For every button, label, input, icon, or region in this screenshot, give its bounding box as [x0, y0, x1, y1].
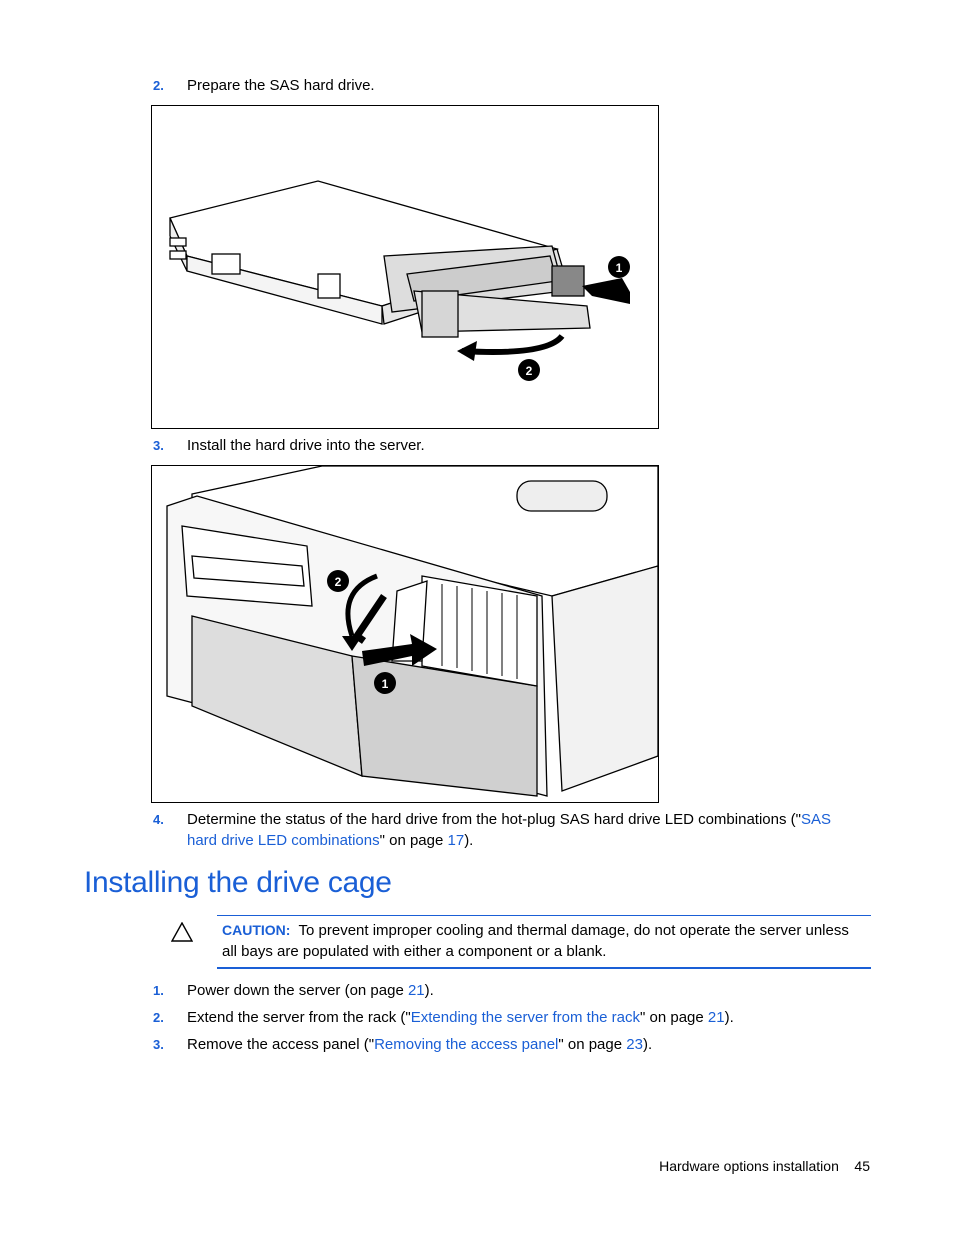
figure-prepare-sas-drive	[151, 105, 659, 429]
step-number: 3.	[153, 438, 164, 453]
section-title: Installing the drive cage	[84, 866, 392, 899]
led-combinations-link-cont[interactable]: hard drive LED combinations	[187, 832, 380, 849]
page-footer	[659, 1158, 870, 1174]
step-text	[187, 809, 831, 851]
step-text: Prepare the SAS hard drive.	[187, 77, 375, 94]
step-text	[187, 1007, 734, 1028]
step-text-prefix: Extend the server from the rack ("	[187, 1009, 411, 1026]
step-number: 4.	[153, 812, 164, 827]
removing-access-panel-link[interactable]: Removing the access panel	[374, 1036, 559, 1053]
step-text-prefix: Power down the server (on page	[187, 982, 408, 999]
step-text	[187, 1034, 652, 1055]
extending-server-link[interactable]: Extending the server from the rack	[410, 1009, 641, 1026]
figure-install-drive-in-server	[151, 465, 659, 803]
step-text-mid: " on page	[558, 1036, 627, 1053]
step-number: 2.	[153, 78, 164, 93]
callout-2-label: 2	[334, 575, 342, 589]
step-text-suffix: ).	[724, 1009, 734, 1026]
footer-page-number: 45	[854, 1158, 870, 1174]
step-text-suffix: ).	[424, 982, 434, 999]
hard-drive-illustration	[152, 106, 658, 428]
page-link-21[interactable]: 21	[707, 1009, 725, 1026]
page-link-23[interactable]: 23	[626, 1036, 643, 1053]
caution-triangle-icon	[171, 922, 193, 942]
step-text-suffix: ).	[642, 1036, 653, 1053]
step-number: 2.	[153, 1010, 164, 1025]
callout-1-label: 1	[381, 677, 389, 691]
page-link-17[interactable]: 17	[447, 832, 465, 849]
caution-line-1: To prevent improper cooling and thermal damage, do not operate the server unless	[298, 922, 849, 939]
step-number: 3.	[153, 1037, 164, 1052]
page-link-21[interactable]: 21	[407, 982, 425, 999]
step-text-prefix: Remove the access panel ("	[187, 1036, 375, 1053]
step-text: Install the hard drive into the server.	[187, 437, 425, 454]
callout-2-label: 2	[525, 364, 533, 378]
caution-line-2: all bays are populated with either a component or a blank.	[222, 943, 607, 960]
caution-text	[222, 920, 867, 962]
caution-box	[217, 915, 871, 969]
step-text-mid: " on page	[379, 832, 448, 849]
callout-1-label: 1	[615, 261, 623, 275]
step-text	[187, 980, 434, 1001]
step-text-suffix: ).	[464, 832, 474, 849]
step-text-prefix: Determine the status of the hard drive from the hot-plug SAS hard drive LED combinations ("	[187, 811, 801, 828]
led-combinations-link[interactable]: SAS	[800, 811, 831, 828]
footer-section: Hardware options installation	[659, 1158, 839, 1174]
caution-label: CAUTION:	[222, 922, 291, 938]
step-number: 1.	[153, 983, 164, 998]
step-text-mid: " on page	[640, 1009, 708, 1026]
server-illustration	[152, 466, 658, 802]
